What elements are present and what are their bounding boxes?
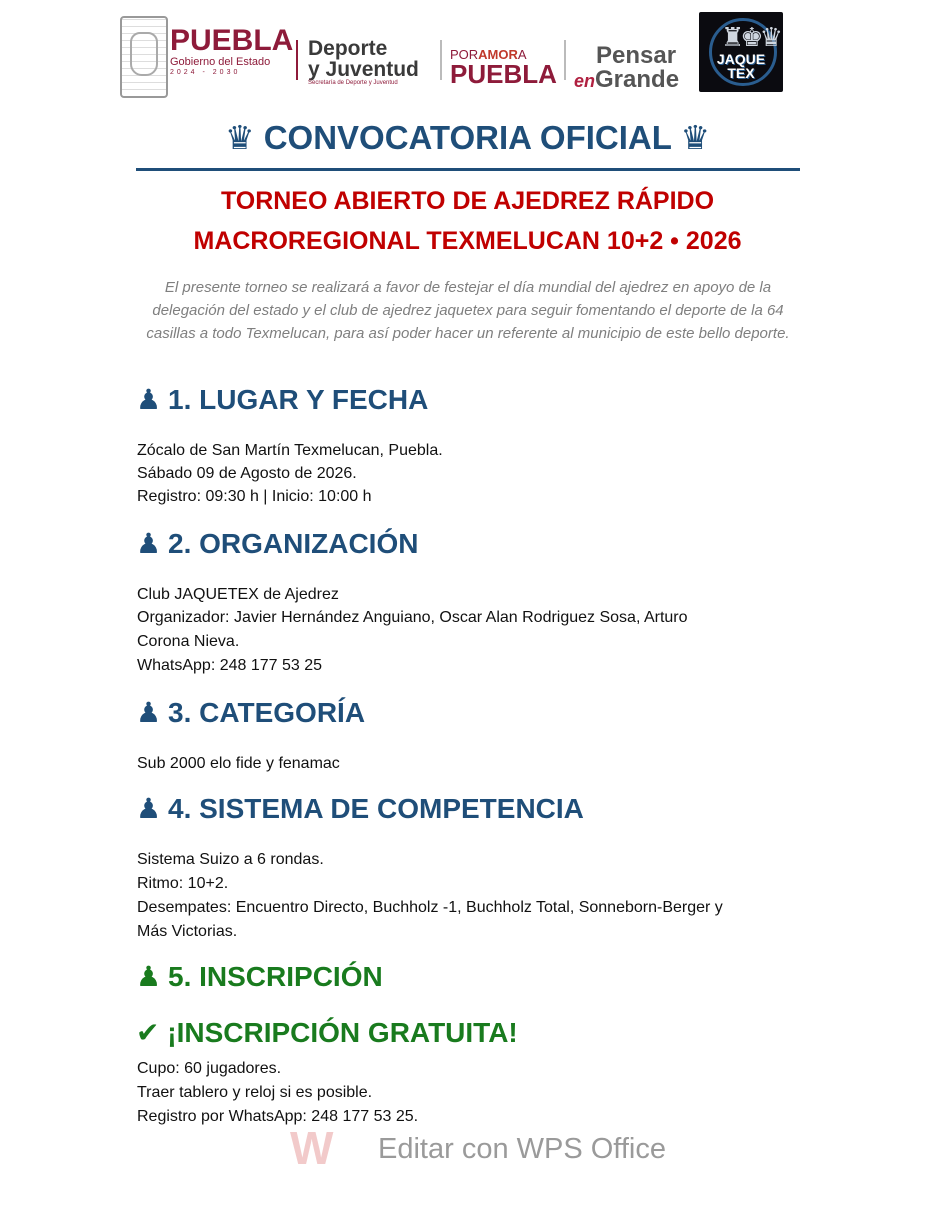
body-line: WhatsApp: 248 177 53 25 — [137, 657, 323, 674]
body-line: Club JAQUETEX de Ajedrez — [137, 586, 339, 603]
body-line: Organizador: Javier Hernández Anguiano, Oscar Alan Rodriguez Sosa, Arturo — [137, 609, 688, 626]
tournament-subtitle-1: TORNEO ABIERTO DE AJEDREZ RÁPIDO — [220, 187, 715, 215]
puebla-government-logo — [170, 26, 292, 76]
free-registration-heading — [136, 1016, 800, 1050]
free-registration-text: ¡INSCRIPCIÓN GRATUITA! — [167, 1017, 518, 1048]
jaquetex-club-logo — [699, 12, 783, 92]
body-line: Corona Nieva. — [137, 633, 240, 650]
deporte-logo-line2: y Juventud — [308, 58, 419, 81]
poramor-logo-bottom: PUEBLA — [450, 59, 557, 89]
body-line: Cupo: 60 jugadores. — [137, 1060, 282, 1077]
deporte-logo-line1: Deporte — [308, 37, 388, 60]
tournament-subtitle-2: MACROREGIONAL TEXMELUCAN 10+2 • 2026 — [193, 227, 742, 255]
section-heading-text: 4. SISTEMA DE COMPETENCIA — [168, 793, 584, 824]
pensar-logo-top: Pensar — [596, 42, 677, 69]
pensar-logo-bottom: enGrande — [574, 66, 680, 93]
body-line: Sub 2000 elo fide y fenamac — [137, 755, 340, 772]
deporte-juventud-logo — [308, 38, 443, 86]
section-heading-organizacion — [136, 527, 800, 561]
intro-paragraph: El presente torneo se realizará a favor de festejar el día mundial del ajedrez en apoyo de la delegación del estado y el club de ajedrez jaquetex para seguir fomentando el deporte de la 64 casillas a todo Texmelucan, para así poder hacer un referente al municipio de este bello deporte. — [146, 279, 790, 342]
logo-divider — [564, 40, 566, 80]
body-line: Sábado 09 de Agosto de 2026. — [137, 465, 357, 482]
wps-watermark-text: Editar con WPS Office — [378, 1133, 666, 1165]
wps-watermark[interactable] — [290, 1122, 690, 1174]
pawn-icon: ♟ — [136, 697, 162, 728]
pawn-icon: ♟ — [136, 961, 162, 992]
state-seal-logo — [120, 16, 168, 98]
body-line: Registro: 09:30 h | Inicio: 10:00 h — [137, 488, 372, 505]
section-heading-sistema — [136, 792, 800, 826]
body-line: Traer tablero y reloj si es posible. — [137, 1084, 373, 1101]
section-heading-lugar-fecha — [136, 383, 800, 417]
logo-header — [0, 12, 935, 96]
pawn-icon: ♟ — [136, 793, 162, 824]
section-heading-text: 2. ORGANIZACIÓN — [168, 528, 419, 559]
body-line: Ritmo: 10+2. — [137, 875, 229, 892]
section-heading-categoria — [136, 696, 800, 730]
body-line: Más Victorias. — [137, 923, 238, 940]
page-title: ♛ CONVOCATORIA OFICIAL ♛ — [224, 119, 711, 156]
pensar-en-grande-logo — [574, 44, 696, 93]
por-amor-a-puebla-logo — [450, 47, 560, 89]
body-line: Zócalo de San Martín Texmelucan, Puebla. — [137, 442, 443, 459]
deporte-logo-sub: Secretaría de Deporte y Juventud — [308, 80, 398, 86]
jaquetex-logo-text: JAQUE TEX — [716, 51, 766, 81]
body-line: Sistema Suizo a 6 rondas. — [137, 851, 324, 868]
logo-divider — [440, 40, 442, 80]
checkmark-icon: ✔ — [136, 1017, 160, 1048]
puebla-logo-word: PUEBLA — [170, 24, 294, 57]
section-heading-inscripcion — [136, 960, 800, 994]
body-line: Desempates: Encuentro Directo, Buchholz -1, Buchholz Total, Sonneborn-Berger y — [137, 899, 723, 916]
poramor-logo-top: PORAMORA — [450, 47, 527, 62]
wps-logo-icon: W — [290, 1122, 334, 1174]
pawn-icon: ♟ — [136, 528, 162, 559]
section-heading-text: 1. LUGAR Y FECHA — [168, 384, 429, 415]
body-line: Registro por WhatsApp: 248 177 53 25. — [137, 1108, 419, 1125]
puebla-logo-years: 2024 - 2030 — [170, 69, 241, 76]
chess-pieces-icon: ♜♚♛ — [721, 22, 779, 52]
section-heading-text: 3. CATEGORÍA — [168, 697, 366, 728]
title-divider — [136, 168, 800, 171]
puebla-logo-sub: Gobierno del Estado — [170, 56, 271, 68]
pawn-icon: ♟ — [136, 384, 162, 415]
logo-divider — [296, 40, 298, 80]
section-heading-text: 5. INSCRIPCIÓN — [168, 961, 383, 992]
